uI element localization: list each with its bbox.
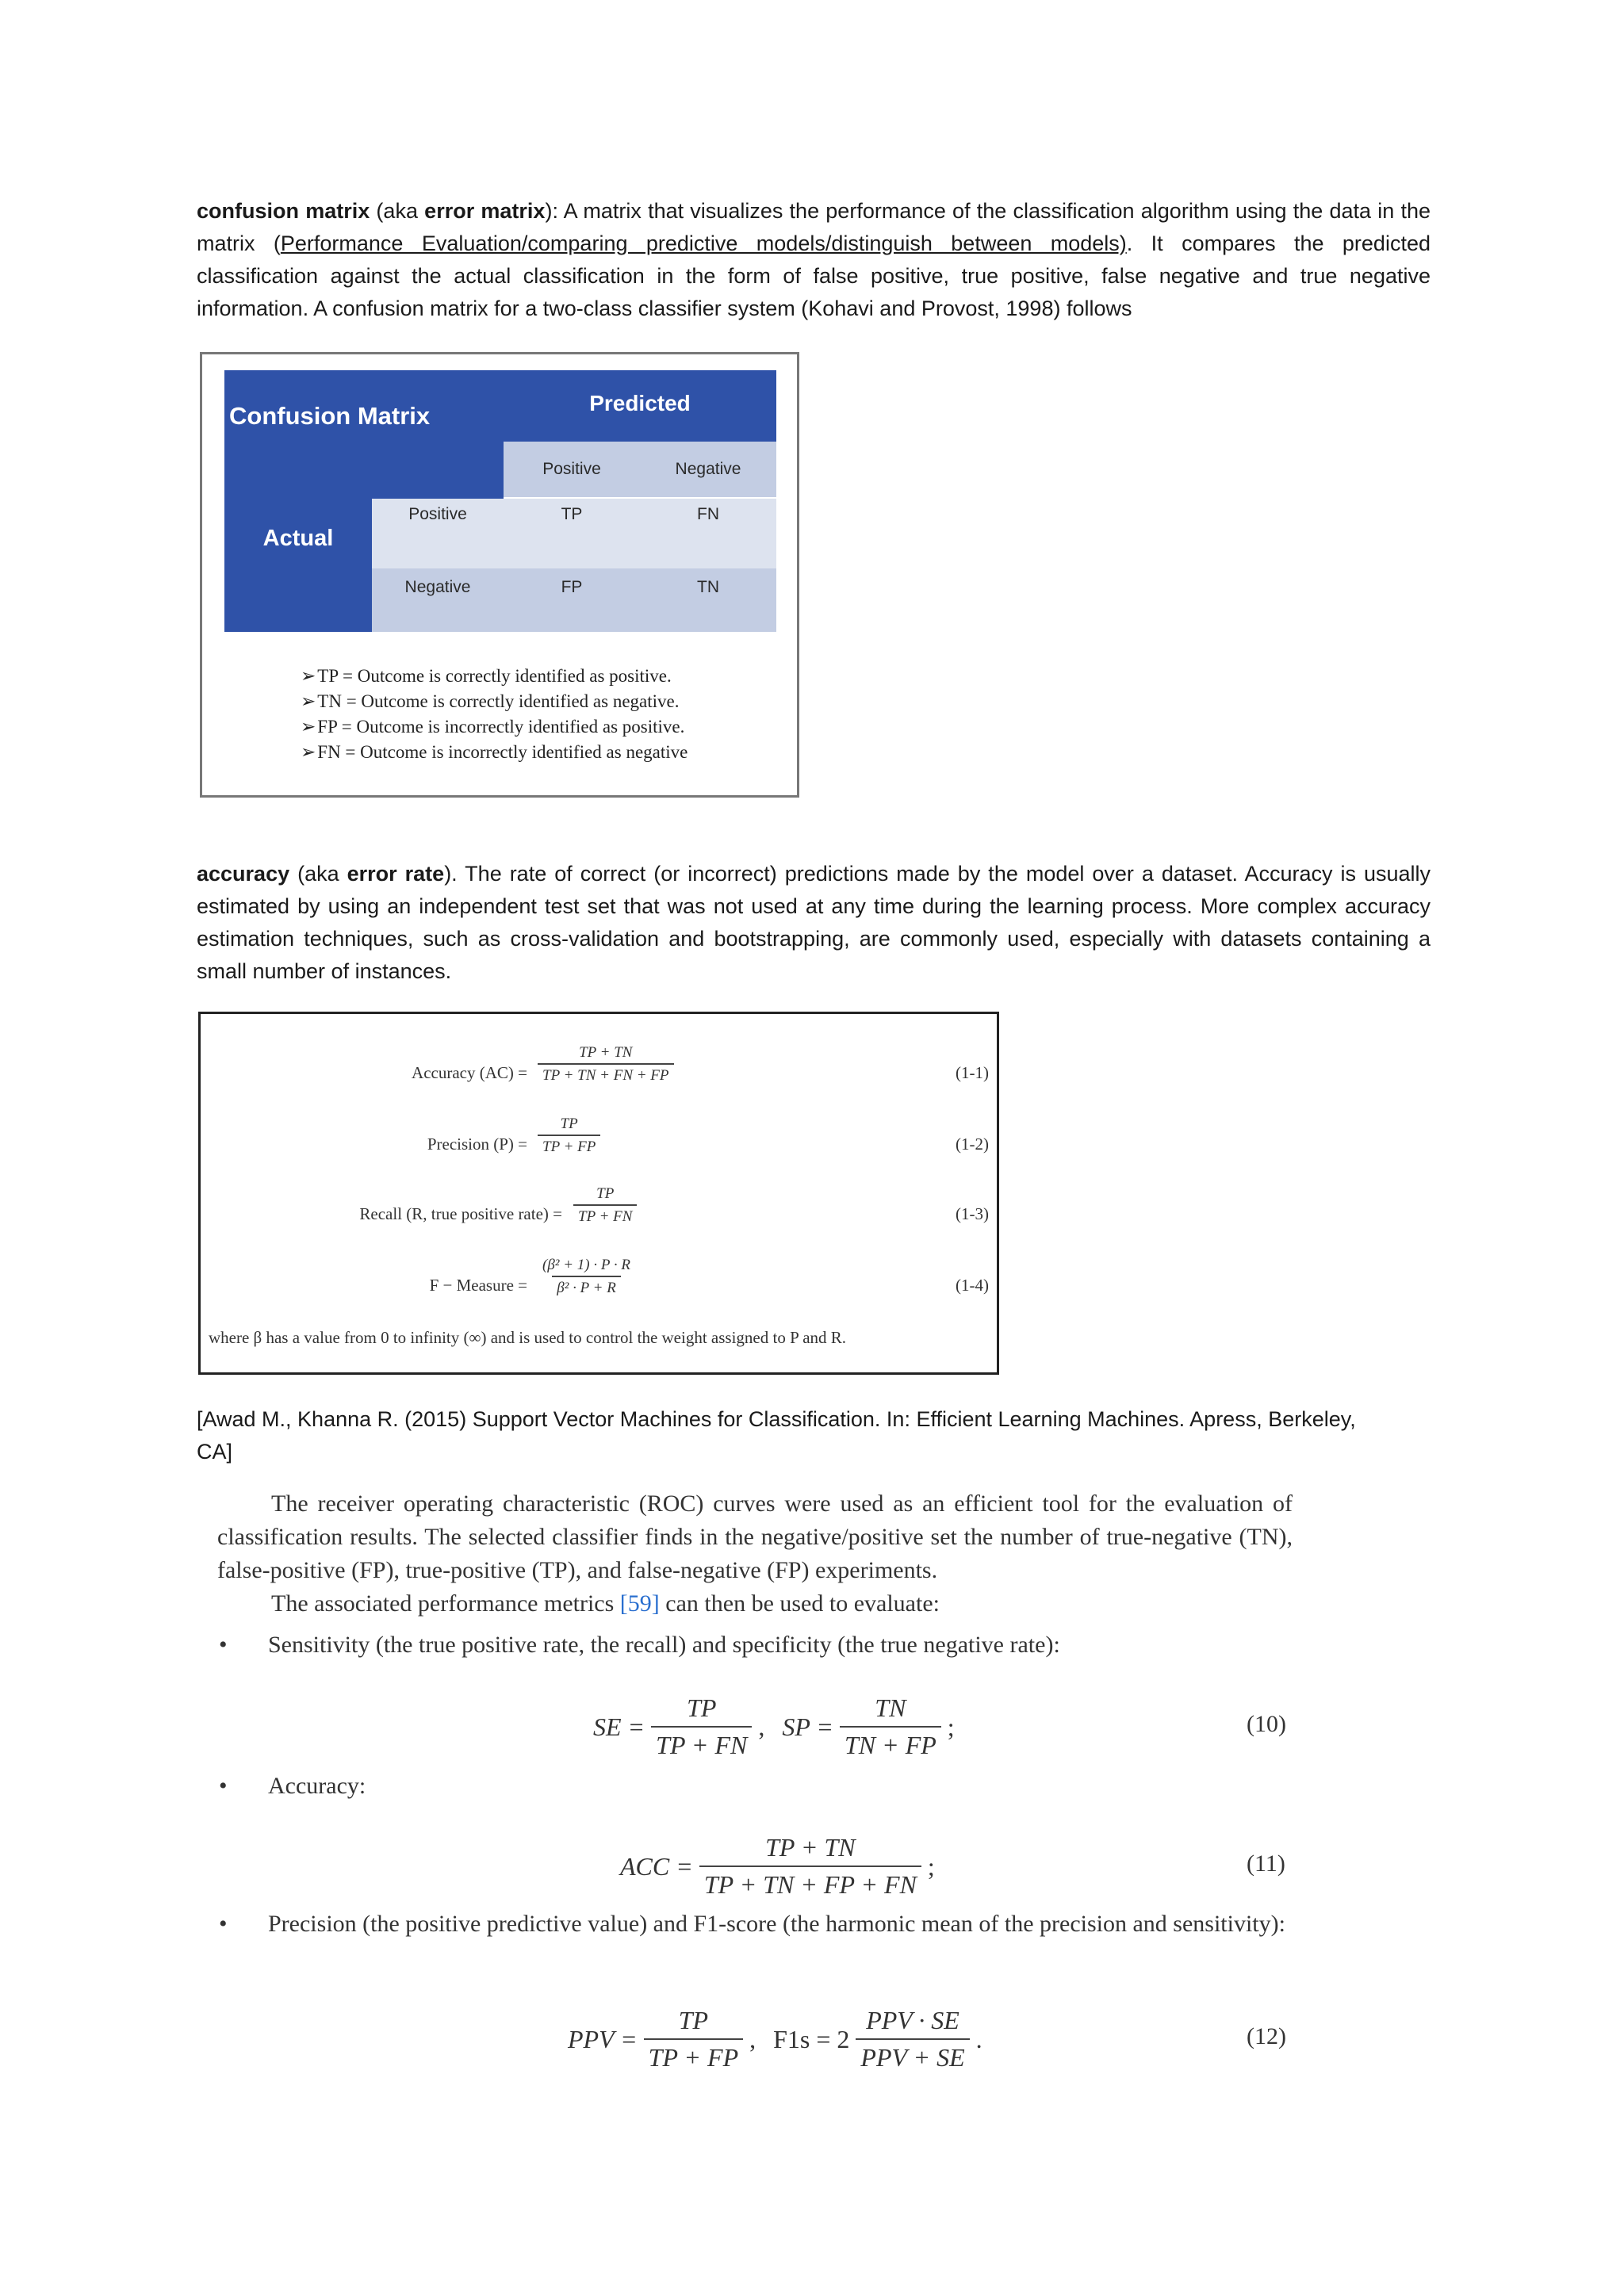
metrics-intro-text: The associated performance metrics [271, 1590, 620, 1617]
actual-header: Actual [224, 499, 372, 632]
reference-citation [197, 1403, 1431, 1468]
fn-cell: FN [640, 499, 776, 568]
accuracy-term: accuracy [197, 862, 290, 886]
formula-denominator: TP + TN + FN + FP [538, 1063, 674, 1085]
definition-fp: ➢ FP = Outcome is incorrectly identified as positive. [301, 714, 688, 740]
eq10-sp-num: TN [875, 1693, 906, 1722]
formula-label: F − Measure = [429, 1276, 527, 1295]
eq12-ppv-den: TP + FP [644, 2038, 743, 2072]
citation-link-59[interactable]: [59] [619, 1590, 660, 1617]
eq12-ppv-fraction [644, 2006, 743, 2072]
eq12-f1-den: PPV + SE [856, 2038, 969, 2072]
error-matrix-term: error matrix [424, 199, 546, 223]
confusion-definitions [301, 664, 688, 765]
predicted-positive-header: Positive [504, 442, 640, 497]
confusion-text-tail: . It compares the predicted classification against the actual classification in the form of false positive, true positive, false negative and true negative information. A confusion matrix for a two-class classifier system (Kohavi and Provost, 1998) follows [197, 232, 1431, 320]
definition-fn: ➢ FN = Outcome is incorrectly identified as negative [301, 740, 688, 765]
formula-row-recall [201, 1185, 997, 1241]
equation-12: PPV = $\frac{TP}{TP + FP}$ , F1s = 2 PPV · SE PPV + SE . [568, 2006, 982, 2072]
bullet-accuracy: Accuracy: [268, 1773, 366, 1799]
metrics-intro [271, 1587, 940, 1621]
confusion-matrix-title: Confusion Matrix [224, 370, 504, 515]
eq12-ppv-lhs: PPV = [568, 2024, 638, 2053]
formula-row-precision [201, 1115, 997, 1171]
formula-number: (1-3) [956, 1204, 989, 1223]
equation-11: ACC = $\frac{TP + TN}{TP + TN + FP + FN}$ ; [620, 1833, 935, 1899]
confusion-matrix-term: confusion matrix [197, 199, 370, 223]
eq12-f1-fraction [856, 2006, 969, 2072]
formula-fraction [538, 1115, 600, 1156]
performance-evaluation-link[interactable]: Performance Evaluation/comparing predictive models/distinguish between models) [280, 232, 1127, 255]
formula-denominator: β² · P + R [552, 1276, 621, 1297]
bullet-precision: Precision (the positive predictive value) and F1-score (the harmonic mean of the precision and sensitivity): [268, 1911, 1285, 1937]
bullet-sensitivity: Sensitivity (the true positive rate, the recall) and specificity (the true negative rate): [268, 1632, 1060, 1658]
formula-number: (1-2) [956, 1135, 989, 1154]
eq10-se-fraction [651, 1693, 752, 1760]
eq12-f1-lhs: F1s = 2 [773, 2024, 850, 2053]
eq11-den: TP + TN + FP + FN [699, 1866, 921, 1900]
formula-label: Accuracy (AC) = [412, 1063, 527, 1082]
formula-label: Recall (R, true positive rate) = [359, 1204, 562, 1223]
actual-negative-header: Negative [372, 568, 504, 632]
confusion-matrix-paragraph [197, 195, 1431, 325]
tn-cell: TN [640, 568, 776, 632]
tp-cell: TP [504, 499, 640, 568]
formula-numerator: TP [560, 1115, 578, 1132]
formula-denominator: TP + FN [573, 1204, 637, 1226]
beta-note: where β has a value from 0 to infinity (∞) and is used to control the weight assigned to P and R. [209, 1328, 847, 1347]
formula-number: (1-1) [956, 1063, 989, 1082]
formula-label: Precision (P) = [427, 1135, 527, 1154]
metrics-intro-tail: can then be used to evaluate: [659, 1590, 940, 1617]
formula-numerator: (β² + 1) · P · R [542, 1257, 631, 1273]
eq11-num: TP + TN [765, 1833, 856, 1862]
fp-cell: FP [504, 568, 640, 632]
metrics-formulas-figure [198, 1012, 999, 1375]
equation-number-10: (10) [1247, 1711, 1286, 1737]
eq10-sp-lhs: SP = [782, 1712, 833, 1741]
eq11-fraction [699, 1833, 921, 1900]
bullet-icon: • [219, 1773, 228, 1799]
eq10-se-lhs: SE = [593, 1712, 645, 1741]
formula-fraction [538, 1257, 635, 1297]
formula-denominator: TP + FP [538, 1135, 600, 1156]
reference-line-2: CA] [197, 1440, 233, 1464]
equation-number-12: (12) [1247, 2023, 1286, 2049]
confusion-matrix-figure [200, 352, 799, 798]
reference-line-1: [Awad M., Khanna R. (2015) Support Vector Machines for Classification. In: Efficient Learning Machines. Apress, Berkeley, [197, 1407, 1356, 1431]
roc-paragraph: The receiver operating characteristic (ROC) curves were used as an efficient tool for the evaluation of classification results. The selected classifier finds in the negative/positive set the number of true-negative (TN), false-positive (FP), true-positive (TP), and false-negative (FP) experiments. [217, 1490, 1293, 1583]
accuracy-text: ). The rate of correct (or incorrect) predictions made by the model over a dataset. Accuracy is usually estimated by using an independent test set that was not used at any time during the learning process. More complex accuracy estimation techniques, such as cross-validation and bootstrapping, are commonly used, especially with datasets containing a small number of instances. [197, 862, 1431, 983]
formula-row-f-measure [201, 1257, 997, 1312]
actual-positive-header: Positive [372, 499, 504, 568]
eq10-se-num: TP [687, 1693, 717, 1722]
confusion-text: ): A matrix that visualizes the performance of the classification algorithm using the data in the matrix ( [197, 199, 1431, 255]
predicted-header: Predicted [504, 370, 776, 442]
eq12-ppv-num: TP [678, 2006, 709, 2034]
aka-prefix: (aka [370, 199, 425, 223]
accuracy-paragraph [197, 858, 1431, 988]
definition-tp: ➢ TP = Outcome is correctly identified as positive. [301, 664, 688, 689]
formula-fraction [573, 1185, 637, 1226]
formula-row-accuracy [201, 1044, 997, 1100]
definition-tn: ➢ TN = Outcome is correctly identified as negative. [301, 689, 688, 714]
formula-numerator: TP [596, 1185, 615, 1202]
eq10-se-den: TP + FN [651, 1726, 752, 1760]
eq11-lhs: ACC = [620, 1851, 693, 1881]
error-rate-term: error rate [347, 862, 445, 886]
eq10-sp-den: TN + FP [840, 1726, 941, 1760]
formula-fraction [538, 1044, 674, 1085]
eq10-sp-fraction [840, 1693, 941, 1760]
bullet-icon: • [219, 1911, 228, 1937]
equation-10: SE = $\frac{TP}{TP + FN}$ , SP = $\frac{TN}{TN + FP}$ ; [593, 1693, 955, 1759]
bullet-icon: • [219, 1632, 228, 1658]
aka-prefix: (aka [289, 862, 347, 886]
formula-numerator: TP + TN [579, 1044, 633, 1061]
equation-number-11: (11) [1247, 1850, 1285, 1877]
eq12-f1-num: PPV · SE [866, 2006, 959, 2034]
formula-number: (1-4) [956, 1276, 989, 1295]
predicted-negative-header: Negative [640, 442, 776, 497]
